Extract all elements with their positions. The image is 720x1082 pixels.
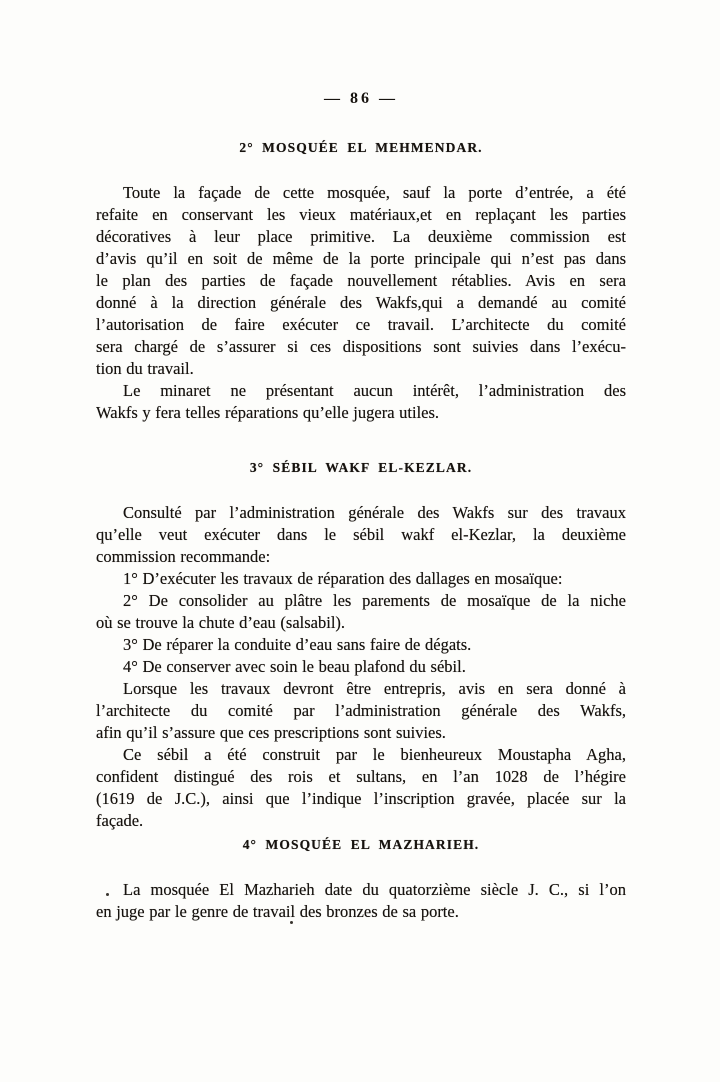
section-heading: 3° SÉBIL WAKF EL-KEZLAR. bbox=[249, 460, 473, 475]
section-heading: 4° MOSQUÉE EL MAZHARIEH. bbox=[242, 837, 480, 852]
text-line: La mosquée El Mazharieh date du quatorzième siècle J. C., si l’on bbox=[123, 880, 626, 899]
paragraph bbox=[96, 678, 626, 744]
paragraph bbox=[96, 634, 626, 656]
text-line: où se trouve la chute d’eau (salsabil). bbox=[96, 613, 346, 632]
text-line: 4° De conserver avec soin le beau plafond du sébil. bbox=[123, 657, 466, 676]
text-line: Toute la façade de cette mosquée, sauf la porte d’entrée, a été bbox=[123, 183, 626, 202]
text-line: confident distingué des rois et sultans, en l’an 1028 de l’hégire bbox=[96, 767, 626, 786]
text-line: 1° D’exécuter les travaux de réparation des dallages en mosaïque: bbox=[123, 569, 563, 588]
text-line: afin qu’il s’assure que ces prescriptions sont suivies. bbox=[96, 723, 446, 742]
text-line: façade. bbox=[96, 811, 144, 830]
text-block bbox=[96, 0, 626, 923]
text-line: Consulté par l’administration générale des Wakfs sur des travaux bbox=[123, 503, 626, 522]
text-line: l’architecte du comité par l’administration générale des Wakfs, bbox=[96, 701, 626, 720]
text-line: en juge par le genre de travail des bronzes de sa porte. bbox=[96, 902, 459, 921]
text-line: Lorsque les travaux devront être entrepris, avis en sera donné à bbox=[123, 679, 626, 698]
paragraph bbox=[96, 656, 626, 678]
text-line: le plan des parties de façade nouvellement rétablies. Avis en sera bbox=[96, 271, 626, 290]
paragraph bbox=[96, 380, 626, 424]
text-line: d’avis qu’il en soit de même de la porte principale qui n’est pas dans bbox=[96, 249, 626, 268]
text-line: décoratives à leur place primitive. La deuxième commission est bbox=[96, 227, 626, 246]
text-line: 2° De consolider au plâtre les parements de mosaïque de la niche bbox=[123, 591, 626, 610]
paragraph bbox=[96, 502, 626, 568]
paragraph bbox=[96, 182, 626, 380]
ink-speck bbox=[106, 893, 109, 896]
ink-speck bbox=[290, 921, 293, 924]
paragraph bbox=[96, 568, 626, 590]
text-line: qu’elle veut exécuter dans le sébil wakf el-Kezlar, la deuxième bbox=[96, 525, 626, 544]
text-line: Ce sébil a été construit par le bienheureux Moustapha Agha, bbox=[123, 745, 626, 764]
text-line: donné à la direction générale des Wakfs,qui a demandé au comité bbox=[96, 293, 626, 312]
page-number: — 86 — bbox=[324, 90, 398, 107]
paragraph bbox=[96, 590, 626, 634]
text-line: l’autorisation de faire exécuter ce travail. L’architecte du comité bbox=[96, 315, 626, 334]
text-line: tion du travail. bbox=[96, 359, 194, 378]
paragraph bbox=[96, 879, 626, 923]
paragraph bbox=[96, 744, 626, 832]
text-line: sera chargé de s’assurer si ces dispositions sont suivies dans l’exécu- bbox=[96, 337, 626, 356]
text-line: refaite en conservant les vieux matériaux,et en replaçant les parties bbox=[96, 205, 626, 224]
text-line: (1619 de J.C.), ainsi que l’indique l’inscription gravée, placée sur la bbox=[96, 789, 626, 808]
text-line: 3° De réparer la conduite d’eau sans faire de dégats. bbox=[123, 635, 472, 654]
text-line: Wakfs y fera telles réparations qu’elle jugera utiles. bbox=[96, 403, 440, 422]
text-line: Le minaret ne présentant aucun intérêt, l’administration des bbox=[123, 381, 626, 400]
section-heading: 2° MOSQUÉE EL MEHMENDAR. bbox=[239, 140, 483, 155]
text-line: commission recommande: bbox=[96, 547, 271, 566]
